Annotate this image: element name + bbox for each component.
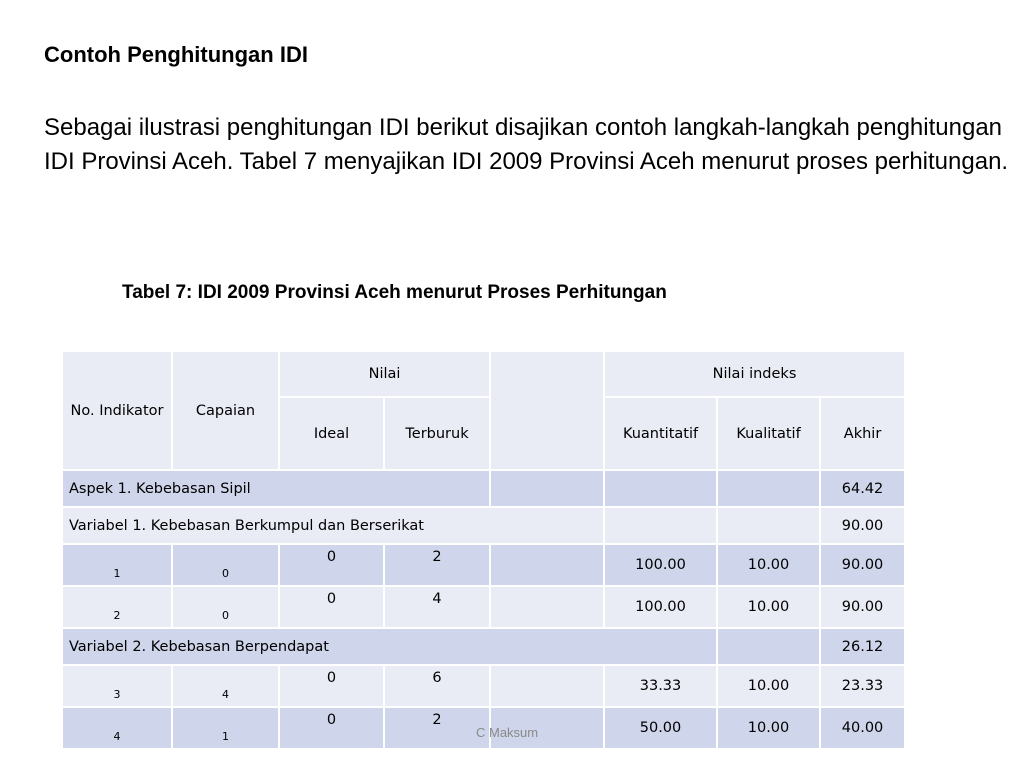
row-4-capaian: 1	[172, 707, 279, 749]
header-row-1	[62, 351, 905, 397]
empty-cell	[490, 470, 604, 507]
header-nilai-indeks: Nilai indeks	[604, 351, 905, 397]
intro-paragraph: Sebagai ilustrasi penghitungan IDI berikut disajikan contoh langkah-langkah penghitungan IDI Provinsi Aceh. Tabel 7 menyajikan IDI 2009 Provinsi Aceh menurut proses perhitungan.	[44, 114, 1009, 175]
row-2-kuantitatif: 100.00	[604, 586, 717, 628]
aspek-1-akhir: 64.42	[820, 470, 905, 507]
table-row-variabel-2	[62, 628, 905, 665]
row-2-akhir: 90.00	[820, 586, 905, 628]
row-1-capaian: 0	[172, 544, 279, 586]
row-2-ideal: 0	[279, 586, 384, 628]
row-1-terburuk: 2	[384, 544, 490, 586]
aspek-1-label: Aspek 1. Kebebasan Sipil	[62, 470, 490, 507]
row-4-kuantitatif: 50.00	[604, 707, 717, 749]
row-2-terburuk: 4	[384, 586, 490, 628]
row-4-no: 4	[62, 707, 172, 749]
header-capaian: Capaian	[172, 351, 279, 470]
table-caption: Tabel 7: IDI 2009 Provinsi Aceh menurut Proses Perhitungan	[122, 282, 667, 303]
empty-cell	[717, 628, 820, 665]
row-4-ideal: 0	[279, 707, 384, 749]
row-4-terburuk: 2	[384, 707, 490, 749]
header-blank	[490, 351, 604, 470]
row-2-no: 2	[62, 586, 172, 628]
row-3-kualitatif: 10.00	[717, 665, 820, 707]
row-1-no: 1	[62, 544, 172, 586]
empty-cell	[490, 665, 604, 707]
header-kualitatif: Kualitatif	[717, 397, 820, 470]
row-4-kualitatif: 10.00	[717, 707, 820, 749]
row-2-capaian: 0	[172, 586, 279, 628]
table-row	[62, 586, 905, 628]
variabel-2-akhir: 26.12	[820, 628, 905, 665]
empty-cell	[717, 470, 820, 507]
variabel-1-label: Variabel 1. Kebebasan Berkumpul dan Berserikat	[62, 507, 604, 544]
row-3-kuantitatif: 33.33	[604, 665, 717, 707]
row-3-ideal: 0	[279, 665, 384, 707]
row-2-kualitatif: 10.00	[717, 586, 820, 628]
row-3-akhir: 23.33	[820, 665, 905, 707]
row-4-akhir: 40.00	[820, 707, 905, 749]
row-1-kuantitatif: 100.00	[604, 544, 717, 586]
table-row-variabel-1	[62, 507, 905, 544]
row-1-akhir: 90.00	[820, 544, 905, 586]
variabel-2-label: Variabel 2. Kebebasan Berpendapat	[62, 628, 717, 665]
row-3-terburuk: 6	[384, 665, 490, 707]
slide-title: Contoh Penghitungan IDI	[44, 42, 308, 67]
table-row-aspek-1	[62, 470, 905, 507]
idi-table	[61, 350, 906, 750]
table-row	[62, 665, 905, 707]
header-no-indikator: No. Indikator	[62, 351, 172, 470]
table-row	[62, 544, 905, 586]
header-ideal: Ideal	[279, 397, 384, 470]
footer-author: C Maksum	[476, 725, 539, 740]
row-1-ideal: 0	[279, 544, 384, 586]
empty-cell	[604, 470, 717, 507]
empty-cell	[604, 507, 717, 544]
row-3-capaian: 4	[172, 665, 279, 707]
empty-cell	[717, 507, 820, 544]
header-akhir: Akhir	[820, 397, 905, 470]
row-3-no: 3	[62, 665, 172, 707]
empty-cell	[490, 586, 604, 628]
header-kuantitatif: Kuantitatif	[604, 397, 717, 470]
header-terburuk: Terburuk	[384, 397, 490, 470]
row-1-kualitatif: 10.00	[717, 544, 820, 586]
header-nilai: Nilai	[279, 351, 490, 397]
variabel-1-akhir: 90.00	[820, 507, 905, 544]
empty-cell	[490, 544, 604, 586]
